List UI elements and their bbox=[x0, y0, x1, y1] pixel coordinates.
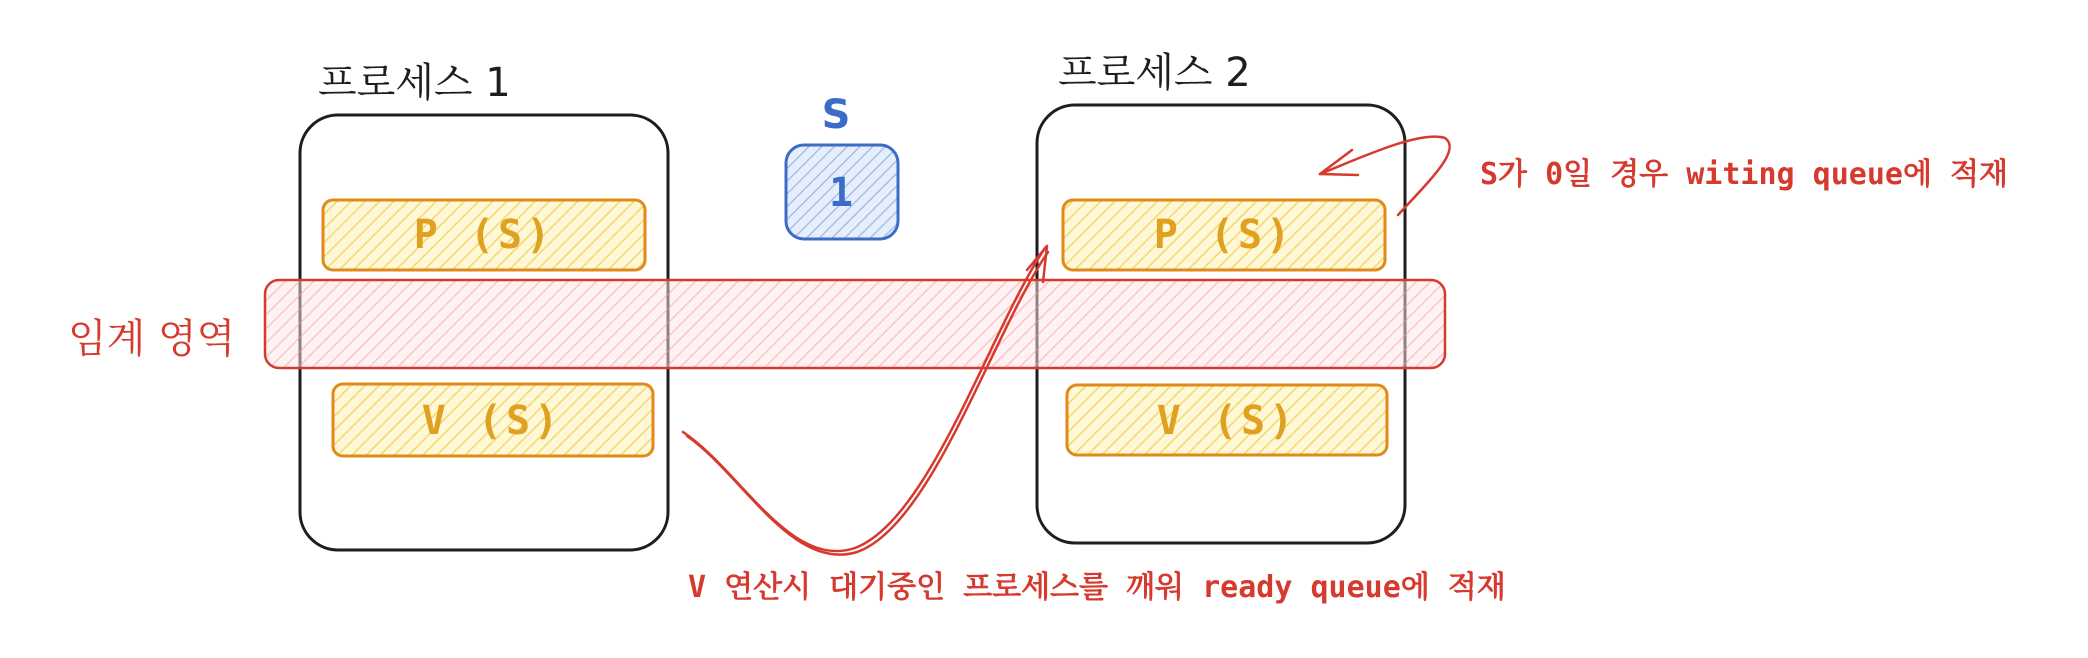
waiting-queue-note: S가 0일 경우 witing queue에 적재 bbox=[1480, 157, 2008, 192]
critical-section-label: 임계 영역 bbox=[68, 316, 236, 362]
process-2-p-operation bbox=[1063, 200, 1385, 270]
process-2-v-operation bbox=[1067, 385, 1387, 455]
ready-queue-note: V 연산시 대기중인 프로세스를 깨워 ready queue에 적재 bbox=[688, 570, 1506, 605]
semaphore bbox=[786, 92, 898, 239]
process-2-p-label: P (S) bbox=[1153, 212, 1295, 258]
semaphore-label: S bbox=[821, 92, 851, 138]
critical-section-band bbox=[265, 280, 1445, 368]
process-1-v-label: V (S) bbox=[421, 398, 563, 444]
process-1-p-operation bbox=[323, 200, 645, 270]
process-2-v-label: V (S) bbox=[1156, 398, 1298, 444]
process-1-v-operation bbox=[333, 384, 653, 456]
semaphore-value: 1 bbox=[828, 170, 854, 216]
process-1-title: 프로세스 1 bbox=[318, 60, 511, 106]
process-2-title: 프로세스 2 bbox=[1058, 50, 1251, 96]
critical-section bbox=[68, 280, 1445, 368]
process-1-p-label: P (S) bbox=[413, 212, 555, 258]
